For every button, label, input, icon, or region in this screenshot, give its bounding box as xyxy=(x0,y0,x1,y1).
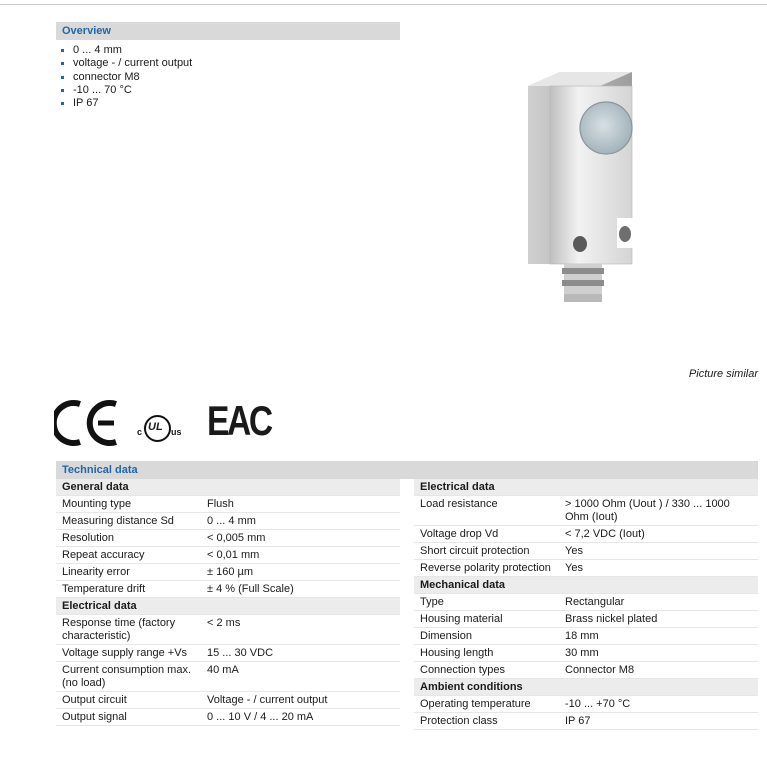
table-row xyxy=(56,692,400,709)
mechanical-data-heading: Mechanical data xyxy=(414,577,758,594)
picture-note: Picture similar xyxy=(688,368,758,380)
technical-right-column xyxy=(414,479,758,730)
table-row xyxy=(414,662,758,679)
row-label: Voltage supply range +Vs xyxy=(62,647,188,659)
row-value: IP 67 xyxy=(565,715,591,727)
row-label: Repeat accuracy xyxy=(62,549,145,561)
row-value: < 7,2 VDC (Iout) xyxy=(565,528,645,540)
row-label: Measuring distance Sd xyxy=(62,515,174,527)
electrical-data-heading: Electrical data xyxy=(414,479,758,496)
row-value: Flush xyxy=(207,498,234,510)
row-value: 30 mm xyxy=(565,647,599,659)
row-label: Dimension xyxy=(420,630,472,642)
technical-left-column xyxy=(56,479,400,726)
overview-header xyxy=(56,22,400,40)
row-label: Output signal xyxy=(62,711,127,723)
row-value: < 0,005 mm xyxy=(207,532,266,544)
table-row xyxy=(414,526,758,543)
sensor-product-image xyxy=(520,68,640,308)
table-row xyxy=(414,594,758,611)
row-label: Resolution xyxy=(62,532,114,544)
list-item: connector M8 xyxy=(58,71,192,84)
row-value: Rectangular xyxy=(565,596,625,608)
list-item: 0 ... 4 mm xyxy=(58,44,192,57)
top-divider xyxy=(0,0,767,5)
overview-title: Overview xyxy=(62,25,111,37)
row-label: Housing material xyxy=(420,613,503,625)
eac-mark: EAC xyxy=(207,397,271,444)
row-label: Operating temperature xyxy=(420,698,531,710)
table-row xyxy=(414,543,758,560)
table-row xyxy=(414,611,758,628)
table-row xyxy=(414,628,758,645)
row-label: Response time (factory characteristic) xyxy=(62,617,176,642)
row-label: Connection types xyxy=(420,664,505,676)
row-value: Yes xyxy=(565,562,583,574)
row-value: 0 ... 10 V / 4 ... 20 mA xyxy=(207,711,314,723)
table-row xyxy=(56,709,400,726)
table-row xyxy=(414,713,758,730)
list-item: voltage - / current output xyxy=(58,57,192,70)
row-label: Short circuit protection xyxy=(420,545,530,557)
table-row xyxy=(414,560,758,577)
list-item: -10 ... 70 °C xyxy=(58,84,192,97)
row-label: Output circuit xyxy=(62,694,127,706)
ul-mark xyxy=(137,413,187,443)
row-label: Housing length xyxy=(420,647,494,659)
table-row xyxy=(414,645,758,662)
table-row xyxy=(56,645,400,662)
table-row xyxy=(56,581,400,598)
row-label: Current consumption max. (no load) xyxy=(62,664,191,689)
table-row xyxy=(56,547,400,564)
table-row xyxy=(56,496,400,513)
ul-small-right: us xyxy=(171,427,182,437)
row-value: Voltage - / current output xyxy=(207,694,328,706)
row-value: Yes xyxy=(565,545,583,557)
overview-list xyxy=(58,44,192,110)
table-row xyxy=(56,513,400,530)
row-value: > 1000 Ohm (Uout ) / 330 ... 1000 Ohm (Iout) xyxy=(565,498,730,523)
table-row xyxy=(56,530,400,547)
row-label: Mounting type xyxy=(62,498,132,510)
row-value: Brass nickel plated xyxy=(565,613,658,625)
row-label: Type xyxy=(420,596,444,608)
table-row xyxy=(56,615,400,645)
table-row xyxy=(56,662,400,692)
technical-header xyxy=(56,461,758,479)
electrical-data-heading: Electrical data xyxy=(56,598,400,615)
row-value: ± 4 % (Full Scale) xyxy=(207,583,294,595)
table-row xyxy=(414,696,758,713)
list-item: IP 67 xyxy=(58,97,192,110)
row-value: ± 160 µm xyxy=(207,566,254,578)
row-value: 0 ... 4 mm xyxy=(207,515,256,527)
ambient-conditions-heading: Ambient conditions xyxy=(414,679,758,696)
row-value: 18 mm xyxy=(565,630,599,642)
row-value: Connector M8 xyxy=(565,664,635,676)
row-value: 40 mA xyxy=(207,664,239,676)
row-value: < 2 ms xyxy=(207,617,241,629)
general-data-heading: General data xyxy=(56,479,400,496)
ul-center: UL xyxy=(148,421,163,433)
table-row xyxy=(56,564,400,581)
row-label: Protection class xyxy=(420,715,498,727)
row-label: Voltage drop Vd xyxy=(420,528,499,540)
ce-mark-icon xyxy=(54,398,120,448)
ul-small-left: c xyxy=(137,427,143,437)
row-label: Temperature drift xyxy=(62,583,146,595)
row-value: < 0,01 mm xyxy=(207,549,260,561)
row-label: Load resistance xyxy=(420,498,498,510)
row-value: -10 ... +70 °C xyxy=(565,698,631,710)
row-label: Reverse polarity protection xyxy=(420,562,551,574)
table-row xyxy=(414,496,758,526)
technical-title: Technical data xyxy=(62,464,138,476)
row-value: 15 ... 30 VDC xyxy=(207,647,274,659)
row-label: Linearity error xyxy=(62,566,130,578)
